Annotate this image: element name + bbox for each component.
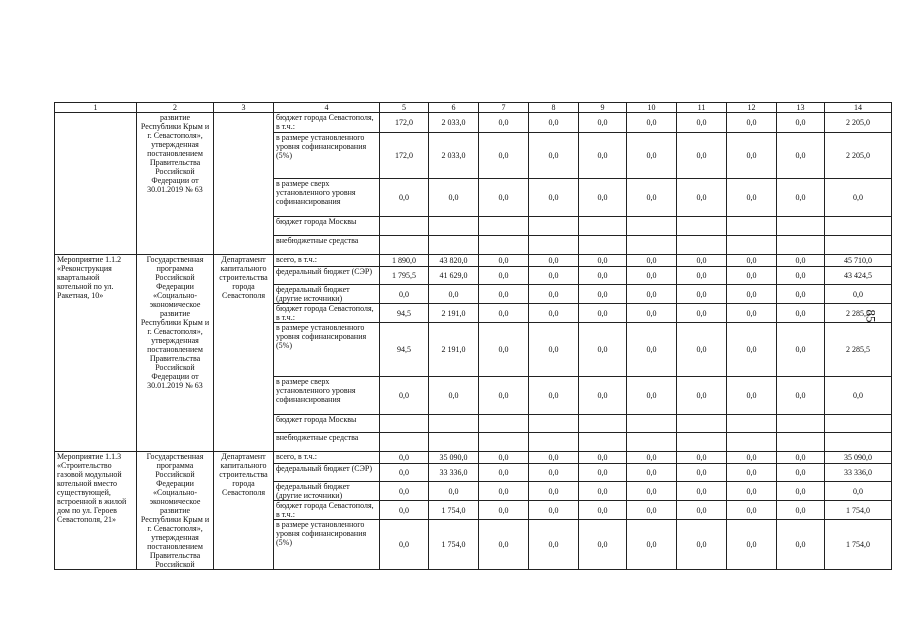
amount-cell [529, 217, 579, 236]
program-cell: Государственная программа Российской Федерации «Социально-экономическое развитие Республики Крым и г. Севастополя», утвержденная постановлением Правительства Российской Федерации от 30.01.2019 № 63 [137, 255, 214, 452]
amount-cell: 0,0 [677, 133, 727, 179]
amount-cell: 0,0 [579, 285, 627, 304]
amount-cell [579, 433, 627, 452]
amount-cell: 2 033,0 [429, 113, 479, 133]
amount-cell: 0,0 [627, 452, 677, 464]
amount-cell [825, 236, 892, 255]
funding-source-cell: федеральный бюджет (другие источники) [274, 285, 380, 304]
funding-source-cell: в размере установленного уровня софинансирования (5%) [274, 133, 380, 179]
amount-cell: 0,0 [677, 267, 727, 285]
header-cell: 5 [380, 103, 429, 113]
amount-cell: 2 033,0 [429, 133, 479, 179]
amount-cell [825, 433, 892, 452]
header-cell: 6 [429, 103, 479, 113]
amount-cell: 0,0 [777, 113, 825, 133]
amount-cell [380, 415, 429, 433]
amount-cell: 2 205,0 [825, 133, 892, 179]
amount-cell: 0,0 [627, 304, 677, 323]
amount-cell: 0,0 [627, 179, 677, 217]
amount-cell [677, 217, 727, 236]
header-cell: 9 [579, 103, 627, 113]
amount-cell [380, 236, 429, 255]
amount-cell: 0,0 [777, 133, 825, 179]
amount-cell: 0,0 [479, 464, 529, 482]
amount-cell: 0,0 [677, 501, 727, 520]
amount-cell: 0,0 [479, 179, 529, 217]
amount-cell: 1 890,0 [380, 255, 429, 267]
amount-cell: 0,0 [627, 133, 677, 179]
amount-cell [627, 415, 677, 433]
amount-cell: 0,0 [479, 323, 529, 377]
amount-cell: 0,0 [677, 464, 727, 482]
funding-source-cell: в размере сверх установленного уровня софинансирования [274, 377, 380, 415]
amount-cell: 0,0 [529, 501, 579, 520]
amount-cell: 0,0 [777, 323, 825, 377]
amount-cell: 0,0 [677, 520, 727, 570]
amount-cell: 0,0 [479, 267, 529, 285]
funding-source-cell: бюджет города Севастополя, в т.ч.: [274, 501, 380, 520]
amount-cell: 0,0 [479, 285, 529, 304]
amount-cell: 43 820,0 [429, 255, 479, 267]
amount-cell: 0,0 [627, 520, 677, 570]
funding-source-cell: всего, в т.ч.: [274, 452, 380, 464]
amount-cell [579, 236, 627, 255]
amount-cell [479, 217, 529, 236]
amount-cell: 0,0 [479, 520, 529, 570]
amount-cell: 0,0 [677, 323, 727, 377]
amount-cell [429, 217, 479, 236]
header-cell: 11 [677, 103, 727, 113]
amount-cell [825, 217, 892, 236]
amount-cell: 0,0 [777, 501, 825, 520]
budget-table [54, 102, 892, 570]
amount-cell: 0,0 [677, 113, 727, 133]
amount-cell: 0,0 [429, 482, 479, 501]
amount-cell: 0,0 [529, 520, 579, 570]
amount-cell [727, 433, 777, 452]
amount-cell: 0,0 [627, 501, 677, 520]
amount-cell: 0,0 [777, 285, 825, 304]
amount-cell: 0,0 [479, 304, 529, 323]
amount-cell [627, 217, 677, 236]
header-cell: 8 [529, 103, 579, 113]
amount-cell: 0,0 [627, 113, 677, 133]
amount-cell: 0,0 [677, 482, 727, 501]
amount-cell: 0,0 [777, 179, 825, 217]
header-cell: 13 [777, 103, 825, 113]
amount-cell: 0,0 [727, 267, 777, 285]
amount-cell: 0,0 [380, 464, 429, 482]
funding-source-cell: в размере установленного уровня софинансирования (5%) [274, 323, 380, 377]
amount-cell: 0,0 [777, 267, 825, 285]
amount-cell: 0,0 [825, 482, 892, 501]
amount-cell: 0,0 [777, 482, 825, 501]
amount-cell: 0,0 [677, 377, 727, 415]
header-cell: 14 [825, 103, 892, 113]
funding-source-cell: в размере сверх установленного уровня софинансирования [274, 179, 380, 217]
amount-cell: 2 285,5 [825, 323, 892, 377]
amount-cell [529, 433, 579, 452]
amount-cell: 33 336,0 [429, 464, 479, 482]
header-cell: 2 [137, 103, 214, 113]
amount-cell: 94,5 [380, 323, 429, 377]
header-cell: 4 [274, 103, 380, 113]
amount-cell: 1 795,5 [380, 267, 429, 285]
amount-cell: 0,0 [825, 179, 892, 217]
amount-cell [627, 433, 677, 452]
amount-cell: 0,0 [727, 285, 777, 304]
amount-cell [529, 415, 579, 433]
amount-cell: 1 754,0 [429, 501, 479, 520]
amount-cell [777, 236, 825, 255]
amount-cell: 0,0 [429, 285, 479, 304]
amount-cell: 0,0 [727, 255, 777, 267]
amount-cell: 0,0 [529, 255, 579, 267]
amount-cell: 0,0 [380, 377, 429, 415]
amount-cell: 0,0 [727, 179, 777, 217]
amount-cell [479, 433, 529, 452]
amount-cell: 0,0 [579, 377, 627, 415]
amount-cell [479, 236, 529, 255]
amount-cell: 0,0 [777, 464, 825, 482]
funding-source-cell: внебюджетные средства [274, 433, 380, 452]
amount-cell: 0,0 [380, 482, 429, 501]
amount-cell: 0,0 [777, 304, 825, 323]
program-cell: развитие Республики Крым и г. Севастополя», утвержденная постановлением Правительства Российской Федерации от 30.01.2019 № 63 [137, 113, 214, 255]
amount-cell: 0,0 [727, 520, 777, 570]
amount-cell: 0,0 [727, 113, 777, 133]
amount-cell: 0,0 [380, 179, 429, 217]
amount-cell: 0,0 [579, 304, 627, 323]
amount-cell: 0,0 [777, 452, 825, 464]
amount-cell: 1 754,0 [429, 520, 479, 570]
amount-cell: 0,0 [677, 285, 727, 304]
amount-cell: 0,0 [479, 133, 529, 179]
budget-table-sheet [54, 102, 892, 570]
measure-name-cell [55, 113, 137, 255]
funding-source-cell: федеральный бюджет (СЭР) [274, 267, 380, 285]
amount-cell: 0,0 [579, 133, 627, 179]
amount-cell: 0,0 [727, 482, 777, 501]
funding-source-cell: федеральный бюджет (СЭР) [274, 464, 380, 482]
header-row [55, 103, 892, 113]
amount-cell: 0,0 [677, 304, 727, 323]
amount-cell: 0,0 [479, 501, 529, 520]
amount-cell: 35 090,0 [429, 452, 479, 464]
amount-cell: 0,0 [529, 323, 579, 377]
amount-cell [677, 236, 727, 255]
funding-source-cell: бюджет города Севастополя, в т.ч.: [274, 304, 380, 323]
header-cell: 10 [627, 103, 677, 113]
amount-cell: 0,0 [727, 452, 777, 464]
amount-cell: 0,0 [825, 377, 892, 415]
amount-cell [429, 433, 479, 452]
amount-cell [825, 415, 892, 433]
amount-cell: 0,0 [627, 267, 677, 285]
amount-cell: 45 710,0 [825, 255, 892, 267]
funding-source-cell: бюджет города Севастополя, в т.ч.: [274, 113, 380, 133]
amount-cell: 0,0 [380, 452, 429, 464]
amount-cell [380, 217, 429, 236]
amount-cell: 0,0 [529, 377, 579, 415]
program-cell: Государственная программа Российской Федерации «Социально-экономическое развитие Республики Крым и г. Севастополя», утвержденная постановлением Правительства Российской [137, 452, 214, 570]
funding-source-cell: внебюджетные средства [274, 236, 380, 255]
amount-cell: 0,0 [529, 452, 579, 464]
amount-cell: 0,0 [479, 113, 529, 133]
amount-cell: 94,5 [380, 304, 429, 323]
table-row [55, 452, 892, 464]
funding-source-cell: в размере установленного уровня софинансирования (5%) [274, 520, 380, 570]
amount-cell: 0,0 [777, 377, 825, 415]
amount-cell: 0,0 [479, 377, 529, 415]
amount-cell: 0,0 [579, 501, 627, 520]
amount-cell [479, 415, 529, 433]
executor-cell: Департамент капитального строительства города Севастополя [214, 255, 274, 452]
amount-cell: 0,0 [627, 255, 677, 267]
header-cell: 7 [479, 103, 529, 113]
amount-cell: 0,0 [380, 285, 429, 304]
amount-cell [579, 217, 627, 236]
amount-cell: 0,0 [727, 133, 777, 179]
amount-cell [777, 433, 825, 452]
amount-cell: 0,0 [479, 255, 529, 267]
amount-cell: 0,0 [579, 179, 627, 217]
amount-cell: 0,0 [727, 304, 777, 323]
amount-cell: 0,0 [627, 323, 677, 377]
executor-cell [214, 113, 274, 255]
amount-cell: 43 424,5 [825, 267, 892, 285]
amount-cell: 0,0 [529, 179, 579, 217]
amount-cell: 0,0 [529, 133, 579, 179]
amount-cell: 0,0 [677, 179, 727, 217]
measure-name-cell: Мероприятие 1.1.2 «Реконструкция квартальной котельной по ул. Ракетная, 10» [55, 255, 137, 452]
amount-cell: 0,0 [579, 520, 627, 570]
amount-cell: 0,0 [429, 377, 479, 415]
amount-cell: 0,0 [825, 285, 892, 304]
amount-cell: 0,0 [579, 267, 627, 285]
amount-cell: 0,0 [627, 464, 677, 482]
amount-cell: 41 629,0 [429, 267, 479, 285]
amount-cell: 172,0 [380, 113, 429, 133]
amount-cell: 1 754,0 [825, 501, 892, 520]
funding-source-cell: бюджет города Москвы [274, 217, 380, 236]
amount-cell [529, 236, 579, 255]
amount-cell [429, 415, 479, 433]
amount-cell: 0,0 [529, 482, 579, 501]
amount-cell: 0,0 [380, 520, 429, 570]
amount-cell: 2 285,5 [825, 304, 892, 323]
funding-source-cell: бюджет города Москвы [274, 415, 380, 433]
amount-cell: 0,0 [529, 285, 579, 304]
amount-cell: 0,0 [777, 255, 825, 267]
amount-cell: 0,0 [727, 501, 777, 520]
amount-cell [677, 433, 727, 452]
amount-cell: 1 754,0 [825, 520, 892, 570]
amount-cell: 33 336,0 [825, 464, 892, 482]
table-row [55, 255, 892, 267]
amount-cell [579, 415, 627, 433]
amount-cell: 0,0 [677, 452, 727, 464]
amount-cell [429, 236, 479, 255]
amount-cell: 0,0 [429, 179, 479, 217]
header-cell: 3 [214, 103, 274, 113]
amount-cell: 2 205,0 [825, 113, 892, 133]
amount-cell: 0,0 [579, 482, 627, 501]
header-cell: 1 [55, 103, 137, 113]
amount-cell: 0,0 [479, 452, 529, 464]
amount-cell: 0,0 [727, 377, 777, 415]
amount-cell [727, 415, 777, 433]
funding-source-cell: федеральный бюджет (другие источники) [274, 482, 380, 501]
page-number: 85 [863, 309, 879, 323]
amount-cell [727, 217, 777, 236]
amount-cell [677, 415, 727, 433]
amount-cell: 0,0 [529, 267, 579, 285]
amount-cell: 0,0 [579, 464, 627, 482]
amount-cell: 0,0 [380, 501, 429, 520]
amount-cell: 0,0 [627, 482, 677, 501]
amount-cell: 0,0 [677, 255, 727, 267]
amount-cell [777, 415, 825, 433]
amount-cell: 0,0 [529, 304, 579, 323]
amount-cell: 0,0 [579, 255, 627, 267]
amount-cell: 172,0 [380, 133, 429, 179]
amount-cell: 0,0 [727, 464, 777, 482]
amount-cell: 0,0 [579, 452, 627, 464]
executor-cell: Департамент капитального строительства города Севастополя [214, 452, 274, 570]
amount-cell: 35 090,0 [825, 452, 892, 464]
table-row [55, 113, 892, 133]
amount-cell: 0,0 [479, 482, 529, 501]
amount-cell [777, 217, 825, 236]
header-cell: 12 [727, 103, 777, 113]
amount-cell: 0,0 [777, 520, 825, 570]
amount-cell: 0,0 [727, 323, 777, 377]
amount-cell: 0,0 [627, 285, 677, 304]
amount-cell: 2 191,0 [429, 323, 479, 377]
funding-source-cell: всего, в т.ч.: [274, 255, 380, 267]
amount-cell [627, 236, 677, 255]
measure-name-cell: Мероприятие 1.1.3 «Строительство газовой модульной котельной вместо существующей, встроенной в жилой дом по ул. Героев Севастополя, 21» [55, 452, 137, 570]
amount-cell: 0,0 [529, 113, 579, 133]
amount-cell [380, 433, 429, 452]
amount-cell [727, 236, 777, 255]
amount-cell: 0,0 [579, 113, 627, 133]
amount-cell: 0,0 [579, 323, 627, 377]
amount-cell: 2 191,0 [429, 304, 479, 323]
amount-cell: 0,0 [627, 377, 677, 415]
amount-cell: 0,0 [529, 464, 579, 482]
